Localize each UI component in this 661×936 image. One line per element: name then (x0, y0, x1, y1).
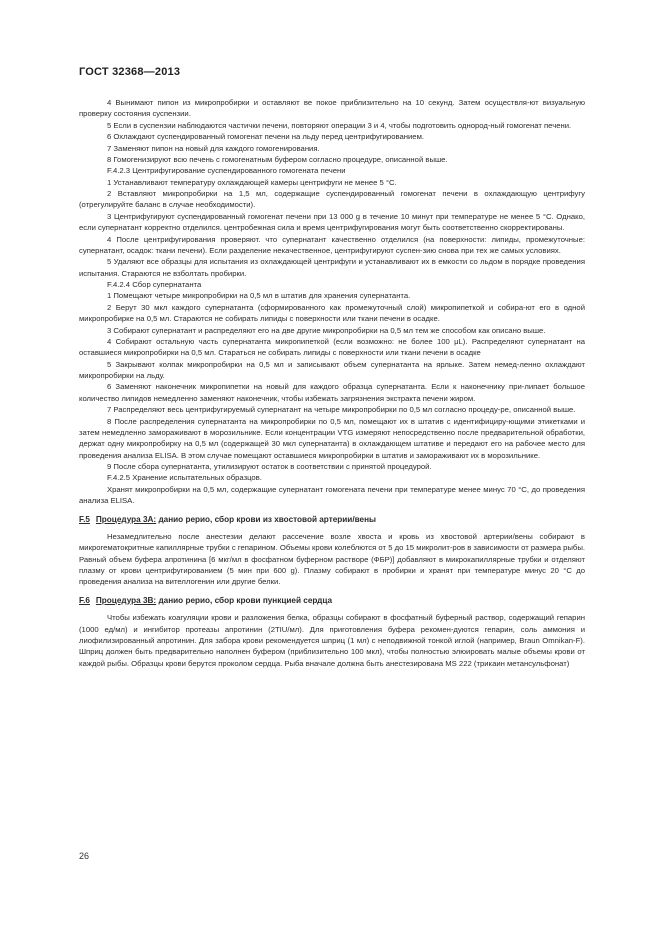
subsection-heading: F.4.2.5 Хранение испытательных образцов. (107, 473, 262, 483)
paragraph: 1 Устанавливают температуру охлаждающей камеры центрифуги не менее 5 °С. (107, 177, 397, 187)
paragraph: 2 Берут 30 мкл каждого супернатанта (сформированного как промежуточный слой) микропипеткой и собира-ют его в одной микропробирке на 0,5 мл. Стараются не собирать липиды с поверхности или ткани печени в осадке. (79, 302, 585, 324)
paragraph: 6 Заменяют наконечник микропипетки на новый для каждого образца супернатанта. Если к наконечнику при-липает большое количество липидов немедленно заменяют наконечник, чтобы избежать загрязнения экстракта печени жиром. (79, 382, 585, 403)
section-f5-body: Незамедлительно после анестезии делают рассечение возле хвоста и кровь из хвостовой артерии/вены собирают в микрогематокритные капиллярные трубки с гепарином. Объемы крови колеблются от 5 до 15 микролит-ров в зависимости от размера рыбы. Равный объем буфера апротинина [6 мкг/мл в фосфатном буферном растворе (ФБР)] добавляют в микрокапиллярные трубки и отделяют плазму от крови центрифугированием (5 мин при 600 g). Плазму собирают в пробирки и хранят при температуре минус 20 °С до проведения анализа на вителлогенин или другие белки. (79, 531, 585, 587)
paragraph: 9 После сбора супернатанта, утилизируют остаток в соответствии с принятой процедурой. (107, 462, 432, 471)
subsection-heading: F.4.2.4 Сбор супернатанта (107, 280, 202, 289)
section-heading-f5 (79, 514, 585, 525)
paragraph: 5 Если в суспензии наблюдаются частички печени, повторяют операции 3 и 4, чтобы подготовить однород-ный гомогенат печени. (107, 120, 572, 130)
paragraph: 5 Удаляют все образцы для испытания из охлаждающей центрифуги и устанавливают их в емкости со льдом в порядке проведения испытания. Стараются не взболтать пробирки. (79, 257, 585, 278)
section-title: Процедура 3А: (95, 514, 157, 524)
page-number: 26 (79, 851, 90, 861)
paragraph: Хранят микропробирки на 0,5 мл, содержащие супернатант гомогената печени при температуре менее минус 70 °С, до проведения анализа ELISA. (79, 484, 585, 506)
subsection-heading: F.4.2.3 Центрифугирование суспендированного гомогената печени (107, 166, 346, 176)
paragraph: 2 Вставляют микропробирки на 1,5 мл, содержащие суспендированный гомогенат печени в охлаждающую центрифугу (отрегулируйте баланс в случае необходимости). (79, 189, 585, 210)
paragraph: 6 Охлаждают суспендированный гомогенат печени на льду перед центрифугированием. (107, 132, 424, 142)
section-number: F.5 (79, 514, 90, 524)
section-subtitle: данио рерио, сбор крови из хвостовой артерии/вены (156, 514, 377, 524)
section-subtitle: данио рерио, сбор крови пункцией сердца (156, 595, 333, 605)
paragraph: 8 После распределения супернатанта на микропробирки по 0,5 мл, помещают их в штатив с идентифициру-ющими этикетками и затем немедленно замораживают в морозильнике. Если концентрации VTG измеряют непосредственно после предварительной обработки, держат одну микропробирку на 0,5 мл (содержащей 30 мкл супернатанта) в охлаждающем штативе и передают его на рабочее место для проведения анализа ELISA. В этом случае помещают оставшиеся микропробирки в штатив и замораживают их в морозильнике. (79, 416, 585, 460)
section-number: F.6 (79, 595, 90, 605)
section-heading-f6 (79, 595, 585, 606)
paragraph: 4 Вынимают пипон из микропробирки и оставляют ве покое приблизительно на 10 секунд. Затем осуществля-ют визуальную проверку состояния суспензии. (79, 98, 585, 119)
paragraph: 7 Заменяют пипон на новый для каждого гомогенирования. (107, 143, 320, 153)
paragraph: 4 Собирают остальную часть супернатанта микропипеткой (если возможно: не более 100 μL). Распределяют супернатант на оставшиеся микропробирки на 0,5 мл. Стараться не собирать липиды с поверхности или ткани печени в осадке (79, 336, 585, 358)
paragraph: 3 Центрифугируют суспендированный гомогенат печени при 13 000 g в течение 10 минут при температуре не менее 5 °С. Однако, если супернатант корректно отделился. центробежная сила и время центрифугирования могут быть соответственно скорректированы. (79, 211, 585, 233)
paragraph: 8 Гомогенизируют всю печень с гомогенатным буфером согласно процедуре, описанной выше. (107, 154, 448, 164)
section-title: Процедура 3В: (95, 595, 157, 605)
paragraph: 3 Собирают супернатант и распределяют его на две другие микропробирки на 0,5 мл тем же способом как описано выше. (107, 325, 546, 335)
paragraph: 7 Распределяют весь центрифугируемый супернатант на четыре микропробирки по 0,5 мл согласно процеду-ре, описанной выше. (107, 405, 576, 415)
paragraph: 4 После центрифугирования проверяют. что супернатант качественно отделился (на поверхности: липиды, промежуточные: супернатант, осадок: ткани печени). Если разделение некачественное, центрифугируют суспен-зию снова при тех же самых условиях. (79, 234, 585, 255)
section-f6-body: Чтобы избежать коагуляции крови и разложения белка, образцы собирают в фосфатный буферный раствор, содержащий гепарин (1000 ед/мл) и ингибитор протеазы апротинин (2TIU/мл). Для приготовления буфера рекомен-дуются гепарин, соль аммония и лиофилизированный апротинин. Для забора крови рекомендуется шприц (1 мл) с неподвижной тонкой иглой (например, Braun Omnikan-F). Шприц должен быть предварительно наполнен буфером (приблизительно 100 мкл), чтобы полностью элюировать малые объемы крови от каждой рыбы. Образцы крови берутся проколом сердца. Рыба вначале должна быть анестезирована MS 222 (трикаин метансульфонат) (79, 613, 585, 668)
paragraph: 1 Помещают четыре микропробирки на 0,5 мл в штатив для хранения супернатанта. (107, 291, 411, 301)
paragraph: 5 Закрывают колпак микропробирки на 0,5 мл и записывают объем супернатанта на ярлыке. Затем немед-ленно охлаждают микропробирки на льду. (79, 359, 585, 380)
page-body (79, 97, 585, 669)
document-code-header: ГОСТ 32368—2013 (79, 66, 181, 78)
